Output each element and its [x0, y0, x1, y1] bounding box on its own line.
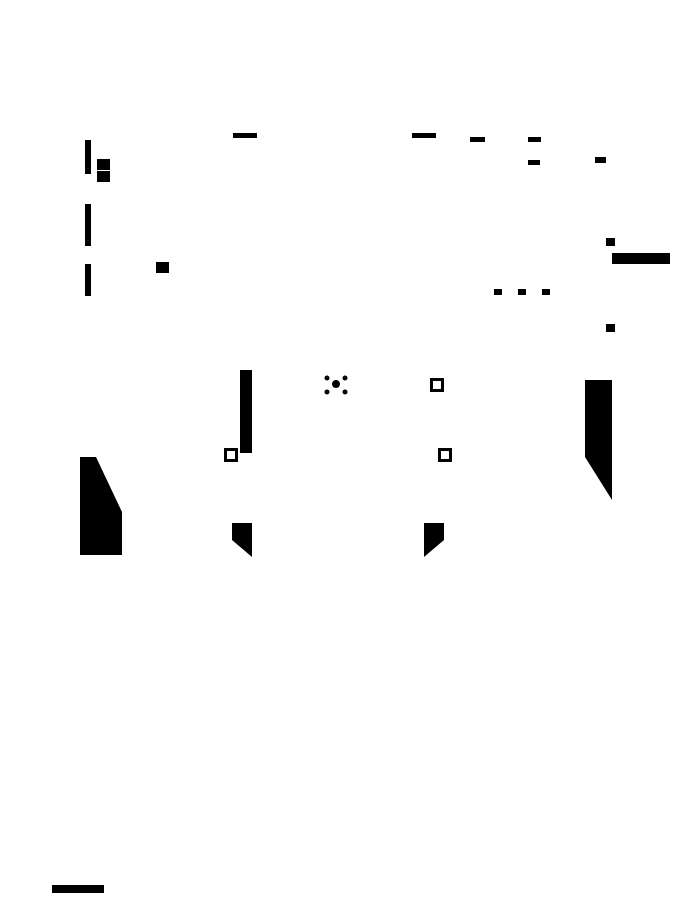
spa-reception-furniture: [127, 305, 233, 376]
reception-back-shelf: [488, 254, 570, 262]
stair-block: [40, 290, 115, 400]
lobby-furniture: [234, 316, 578, 449]
lobby-tree: [312, 360, 362, 408]
bar-terrace: [228, 455, 448, 520]
salon-wall-band: [240, 370, 252, 453]
bar-counter-left: [300, 473, 315, 517]
sofa: [562, 396, 578, 444]
console-table: [388, 318, 440, 329]
console-table: [318, 316, 356, 329]
hammam-room: [158, 168, 203, 245]
floor-plan: [0, 112, 698, 587]
entrance-plaza-outline: [668, 264, 672, 420]
meeting-table: [524, 193, 546, 215]
floor-indicator: [36, 695, 128, 907]
highlighted-ground-floor: [52, 885, 104, 893]
spa-stair-upper-run: [58, 294, 106, 316]
void-above-lines: [118, 310, 436, 442]
lobby-area: [92, 310, 612, 455]
console-table: [234, 318, 286, 329]
terrace-wedge-left: [80, 457, 122, 555]
entrance-canopy: [612, 253, 670, 264]
spa-stair-left-run: [42, 324, 62, 390]
spa-block: [85, 128, 222, 310]
spa-interior: [96, 159, 212, 302]
beauty-salon-interior: [112, 370, 237, 453]
tower-outline: [52, 702, 104, 893]
bar-back-shelf: [307, 453, 363, 459]
beauty-salon-room: [108, 368, 245, 455]
bar-counter-bottom: [300, 502, 370, 517]
bar-terrace-wedge-left: [232, 523, 252, 557]
outdoor-relax-furniture: [44, 152, 103, 279]
hammam-tub: [167, 178, 193, 236]
sofa: [415, 396, 431, 444]
mech-room-counter: [96, 159, 212, 173]
tower-base: [38, 893, 124, 902]
right-wing-interior: [448, 139, 615, 332]
colonnades: [230, 380, 585, 556]
right-wing: [448, 137, 612, 330]
bar-furniture: [289, 453, 381, 517]
bar-terrace-wedge-right: [424, 523, 444, 557]
bar-counter-right: [355, 473, 370, 517]
spa-stair-void: [66, 320, 112, 366]
terrace-wedge-right: [585, 380, 612, 500]
